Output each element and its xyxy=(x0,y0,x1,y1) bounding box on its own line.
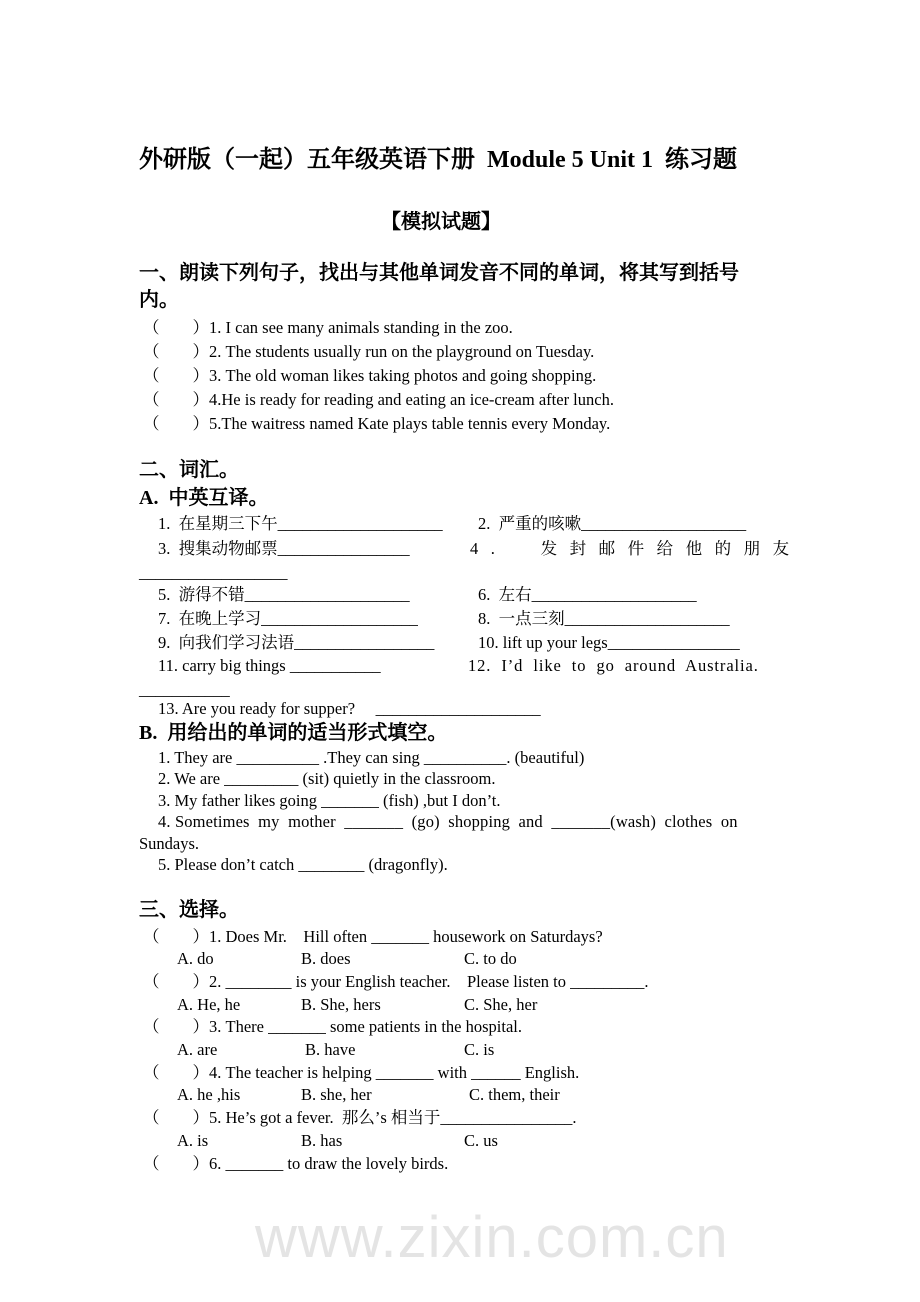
document-title: 外研版（一起）五年级英语下册 Module 5 Unit 1 练习题 xyxy=(139,147,738,173)
option-b: B. have xyxy=(305,1040,356,1059)
option-a: A. is xyxy=(177,1131,209,1150)
fill-item-cont: Sundays. xyxy=(139,834,200,853)
section-1-heading-cont: 内。 xyxy=(139,289,179,311)
option-c: C. to do xyxy=(464,949,517,968)
option-c: C. is xyxy=(464,1040,495,1059)
option-a: A. do xyxy=(177,949,214,968)
choice-question: （ ）2. ________ is your English teacher. Please listen to _________. xyxy=(143,972,649,991)
fill-item: 5. Please don’t catch ________ (dragonfly). xyxy=(158,855,448,874)
option-c: C. them, their xyxy=(469,1085,560,1104)
option-b: B. she, her xyxy=(301,1085,372,1104)
section-1-heading: 一、朗读下列句子，找出与其他单词发音不同的单词，将其写到括号 xyxy=(139,262,739,284)
section-3-heading: 三、选择。 xyxy=(139,899,239,921)
choice-question: （ ）5. He’s got a fever. 那么’s 相当于________________. xyxy=(143,1108,577,1127)
vocab-blank: __________________ xyxy=(139,563,288,582)
vocab-item: 9. 向我们学习法语_________________ xyxy=(158,633,435,652)
question-item: （ ）3. The old woman likes taking photos and going shopping. xyxy=(143,366,597,385)
vocab-item: 1. 在星期三下午____________________ xyxy=(158,514,443,533)
option-b: B. She, hers xyxy=(301,995,381,1014)
fill-item: 3. My father likes going _______ (fish) ,but I don’t. xyxy=(158,791,501,810)
vocab-item: 4. 发封邮件给他的朋友 xyxy=(470,539,802,558)
part-a-heading: A. 中英互译。 xyxy=(139,487,269,509)
option-b: B. does xyxy=(301,949,351,968)
subtitle: 【模拟试题】 xyxy=(381,211,501,233)
choice-question: （ ）1. Does Mr. Hill often _______ housework on Saturdays? xyxy=(143,927,603,946)
option-c: C. us xyxy=(464,1131,498,1150)
choice-question: （ ）6. _______ to draw the lovely birds. xyxy=(143,1154,449,1173)
watermark: www.zixin.com.cn xyxy=(255,1205,729,1270)
vocab-item: 5. 游得不错____________________ xyxy=(158,585,410,604)
section-2-heading: 二、词汇。 xyxy=(139,459,239,481)
question-item: （ ）5.The waitress named Kate plays table tennis every Monday. xyxy=(143,414,611,433)
question-item: （ ）4.He is ready for reading and eating an ice-cream after lunch. xyxy=(143,390,614,409)
vocab-item: 3. 搜集动物邮票________________ xyxy=(158,539,410,558)
vocab-item: 2. 严重的咳嗽____________________ xyxy=(478,514,747,533)
vocab-item: 10. lift up your legs________________ xyxy=(478,633,740,652)
fill-item: 2. We are _________ (sit) quietly in the classroom. xyxy=(158,769,496,788)
vocab-item: 11. carry big things ___________ xyxy=(158,656,381,675)
fill-item: 1. They are __________ .They can sing __________. (beautiful) xyxy=(158,748,585,767)
option-a: A. He, he xyxy=(177,995,241,1014)
option-b: B. has xyxy=(301,1131,343,1150)
option-a: A. he ,his xyxy=(177,1085,241,1104)
question-item: （ ）1. I can see many animals standing in the zoo. xyxy=(143,318,513,337)
choice-question: （ ）4. The teacher is helping _______ with ______ English. xyxy=(143,1063,580,1082)
vocab-item: 8. 一点三刻____________________ xyxy=(478,609,730,628)
vocab-item: 7. 在晚上学习___________________ xyxy=(158,609,418,628)
question-item: （ ）2. The students usually run on the playground on Tuesday. xyxy=(143,342,595,361)
option-c: C. She, her xyxy=(464,995,538,1014)
part-b-heading: B. 用给出的单词的适当形式填空。 xyxy=(139,722,448,744)
option-a: A. are xyxy=(177,1040,218,1059)
choice-question: （ ）3. There _______ some patients in the hospital. xyxy=(143,1017,522,1036)
vocab-item: 12. I’d like to go around Australia. xyxy=(468,656,759,675)
vocab-item: 13. Are you ready for supper? ____________________ xyxy=(158,699,541,718)
vocab-item: 6. 左右____________________ xyxy=(478,585,697,604)
fill-item: 4. Sometimes my mother _______ (go) shopping and _______(wash) clothes on xyxy=(158,812,738,831)
vocab-blank: ___________ xyxy=(139,680,230,699)
